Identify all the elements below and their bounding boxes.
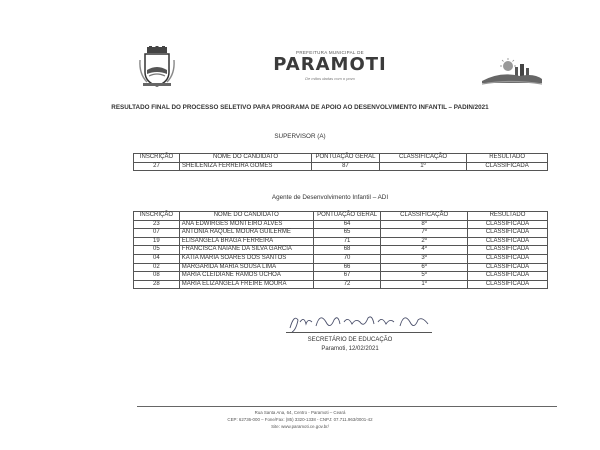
column-header-resultado: RESULTADO [467, 212, 547, 221]
signer-role: SECRETÁRIO DE EDUCAÇÃO [307, 337, 393, 343]
footer-contact: CEP: 62736-000 – Fone/Fax: (85) 3320-1338 - CNPJ: 07.711.963/0001-42 [227, 417, 373, 422]
adi-results-table [133, 211, 548, 289]
cell-classificacao: 1º [379, 162, 466, 171]
footer-site: Site: www.paramoti.ce.gov.br/ [271, 424, 329, 429]
table-row [134, 263, 548, 272]
cell-resultado: CLASSIFICADA [467, 254, 547, 263]
cell-nome: ANTONIA RAQUEL MOURA GUILERME [179, 229, 313, 238]
municipality-label: PREFEITURA MUNICIPAL DE [296, 50, 364, 55]
cell-inscricao: 23 [134, 220, 180, 229]
cell-nome: MARGARIDA MARIA SOUSA LIMA [179, 263, 313, 272]
column-header-pontuacao: PONTUAÇÃO GERAL [313, 212, 381, 221]
cell-resultado: CLASSIFICADA [467, 272, 547, 281]
column-header-pontuacao: PONTUAÇÃO GERAL [312, 154, 380, 163]
cell-resultado: CLASSIFICADA [467, 220, 547, 229]
table-row [134, 162, 548, 171]
document-title: RESULTADO FINAL DO PROCESSO SELETIVO PARA PROGRAMA DE APOIO AO DESENVOLVIMENTO INFANTIL – PADIN/2021 [111, 104, 489, 111]
table-row [134, 229, 548, 238]
cell-pontuacao: 67 [313, 272, 381, 281]
cell-resultado: CLASSIFICADA [467, 263, 547, 272]
cell-nome: ANA EDWIRGES MONTEIRO ALVES [179, 220, 313, 229]
cell-classificacao: 3º [381, 254, 468, 263]
table-row [134, 280, 548, 289]
cell-pontuacao: 71 [313, 237, 381, 246]
cell-pontuacao: 64 [313, 220, 381, 229]
cell-classificacao: 2º [381, 237, 468, 246]
cell-inscricao: 04 [134, 254, 180, 263]
column-header-inscricao: INSCRIÇÃO [134, 154, 180, 163]
municipality-slogan: De mãos dadas com o povo [305, 76, 355, 81]
cell-classificacao: 4º [381, 246, 468, 255]
table-header-row [134, 154, 548, 163]
cell-resultado: CLASSIFICADA [467, 237, 547, 246]
cell-pontuacao: 87 [312, 162, 380, 171]
cell-nome: SHEILENIZA FERREIRA GOMES [179, 162, 311, 171]
cell-classificacao: 8º [381, 220, 468, 229]
column-header-classificacao: CLASSIFICAÇÃO [381, 212, 468, 221]
footer-address: Rua Santa Ana, 64, Centro - Paramoti – Ceará [254, 410, 346, 415]
cell-inscricao: 05 [134, 246, 180, 255]
cell-inscricao: 28 [134, 280, 180, 289]
table-row [134, 237, 548, 246]
cell-pontuacao: 66 [313, 263, 381, 272]
cell-nome: MARIA ELIZANGELA FREIRE MOURA [179, 280, 313, 289]
table-row [134, 254, 548, 263]
signer-block [290, 336, 410, 353]
cell-resultado: CLASSIFICADA [467, 246, 547, 255]
column-header-inscricao: INSCRIÇÃO [134, 212, 180, 221]
municipality-brand [230, 50, 430, 81]
cell-pontuacao: 68 [313, 246, 381, 255]
table-row [134, 220, 548, 229]
handwritten-signature [286, 310, 436, 334]
supervisor-section-label: SUPERVISOR (A) [274, 133, 326, 140]
cell-classificacao: 6º [381, 263, 468, 272]
municipal-crest-icon [137, 46, 177, 88]
cell-inscricao: 02 [134, 263, 180, 272]
cell-nome: FRANCISCA NAIANE DA SILVA GARCIA [179, 246, 313, 255]
signature-line [286, 332, 432, 333]
cell-resultado: CLASSIFICADA [467, 229, 547, 238]
municipality-name: PARAMOTI [273, 54, 387, 75]
cell-resultado: CLASSIFICADA [467, 280, 547, 289]
column-header-nome: NOME DO CANDIDATO [179, 212, 313, 221]
cell-nome: KATIA MARIA SOARES DOS SANTOS [179, 254, 313, 263]
cell-resultado: CLASSIFICADA [467, 162, 548, 171]
adi-section-label: Agente de Desenvolvimento Infantil – ADI [271, 194, 389, 201]
column-header-classificacao: CLASSIFICAÇÃO [379, 154, 466, 163]
city-landscape-logo-icon [480, 57, 544, 87]
cell-classificacao: 7º [381, 229, 468, 238]
cell-inscricao: 19 [134, 237, 180, 246]
cell-nome: MARIA CLEIDIANE RAMOS UCHOA [179, 272, 313, 281]
cell-pontuacao: 65 [313, 229, 381, 238]
cell-classificacao: 1º [381, 280, 468, 289]
cell-pontuacao: 72 [313, 280, 381, 289]
supervisor-results-table [133, 153, 548, 171]
cell-inscricao: 08 [134, 272, 180, 281]
cell-nome: ELISANGELA BRAGA FERREIRA [179, 237, 313, 246]
table-row [134, 272, 548, 281]
cell-inscricao: 07 [134, 229, 180, 238]
column-header-resultado: RESULTADO [467, 154, 548, 163]
cell-classificacao: 5º [381, 272, 468, 281]
signature-place-date: Paramoti, 12/02/2021 [321, 345, 379, 352]
table-header-row [134, 212, 548, 221]
footer [200, 409, 400, 430]
column-header-nome: NOME DO CANDIDATO [179, 154, 311, 163]
table-row [134, 246, 548, 255]
footer-divider [137, 406, 557, 407]
cell-inscricao: 27 [134, 162, 180, 171]
cell-pontuacao: 70 [313, 254, 381, 263]
